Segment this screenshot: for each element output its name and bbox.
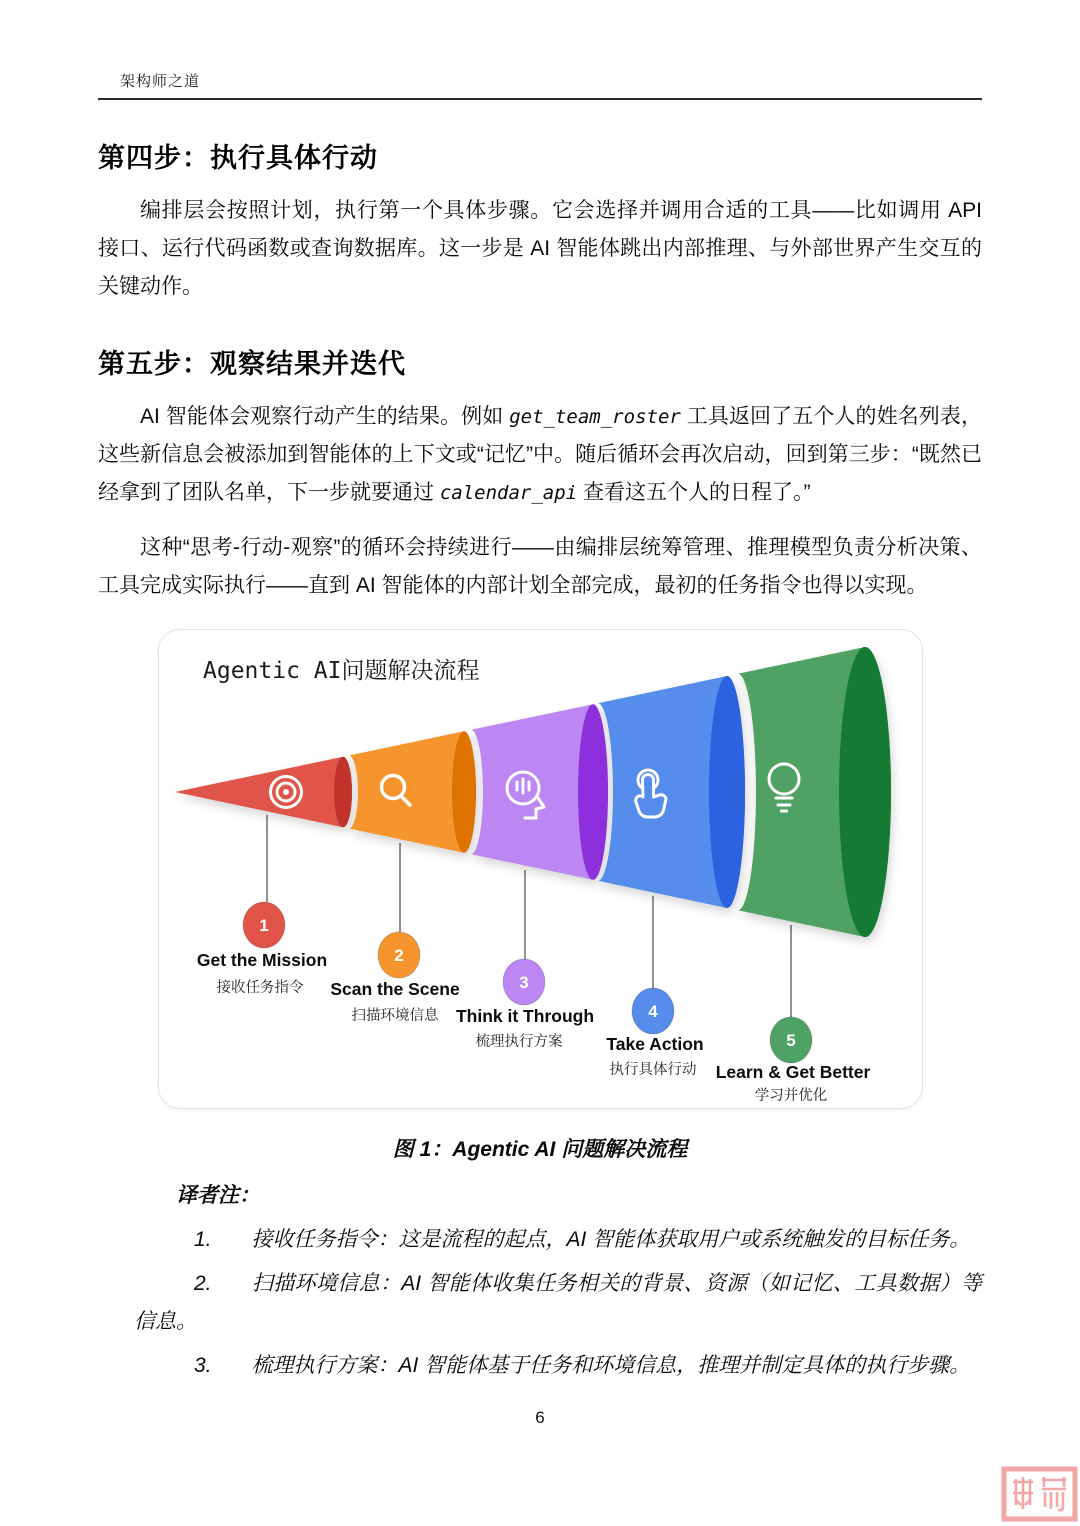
step-label-en: Take Action [605,1034,704,1054]
page-number: 6 [535,1408,545,1427]
figure-title: Agentic AI问题解决流程 [202,658,479,684]
step-label-en: Scan the Scene [329,979,460,999]
step5-heading: 第五步：观察结果并迭代 [98,349,406,379]
segment-5-edge [839,647,891,937]
header-rule [98,98,982,100]
step-label-zh: 梳理执行方案 [475,1034,562,1050]
step-label-zh: 学习并优化 [754,1088,827,1104]
funnel-cone [175,647,891,937]
step-label-en: Think it Through [455,1006,594,1026]
segment-4-edge [709,676,745,908]
step-markers [196,902,870,1104]
note-item [134,1347,982,1385]
header-brand: 架构师之道 [120,73,201,90]
note-item [134,1221,982,1259]
step-label-en: Learn & Get Better [715,1062,870,1082]
step4-paragraph: 编排层会按照计划，执行第一个具体步骤。它会选择并调用合适的工具——比如调用 API 接口、运行代码函数或查询数据库。这一步是 AI 智能体跳出内部推理、与外部世界产生交互的关键动作。 [98,199,982,298]
segment-2-edge [452,731,476,852]
segment-3-edge [578,704,608,880]
step5-paragraph-1: AI 智能体会观察行动产生的结果。例如 get_team_roster 工具返回了五个人的姓名列表，这些新信息会被添加到智能体的上下文或“记忆”中。随后循环会再次启动，回到第三步：“既然已经拿到了团队名单，下一步就要通过 calendar_api 查看这五个人的日程了。” [98,405,982,504]
note-item [134,1265,982,1341]
svg-text:3: 3 [518,973,529,992]
step-label-zh: 接收任务指令 [216,980,303,996]
step-label-en: Get the Mission [196,950,327,970]
seal-glyph-left [1013,1477,1033,1509]
translator-notes [134,1177,982,1385]
funnel-diagram [159,630,922,1108]
page-header [98,70,982,100]
figure-caption: 图 1：Agentic AI 问题解决流程 [392,1138,688,1161]
step4-heading: 第四步：执行具体行动 [98,143,378,173]
svg-text:5: 5 [785,1031,796,1050]
note-number: 1. [194,1228,212,1251]
note-text: 梳理执行方案：AI 智能体基于任务和环境信息，推理并制定具体的执行步骤。 [251,1354,971,1377]
svg-text:4: 4 [647,1002,658,1021]
note-text: 扫描环境信息：AI 智能体收集任务相关的背景、资源（如记忆、工具数据）等信息。 [134,1272,982,1333]
note-text: 接收任务指令：这是流程的起点，AI 智能体获取用户或系统触发的目标任务。 [251,1228,971,1251]
seal-stamp-watermark [1001,1466,1078,1522]
note-number: 3. [194,1354,212,1377]
funnel-figure-card [158,629,923,1109]
step-label-zh: 执行具体行动 [609,1062,696,1078]
seal-glyph-right [1042,1477,1066,1510]
svg-text:1: 1 [258,916,269,935]
translator-notes-label: 译者注： [176,1184,260,1207]
segment-1-edge [334,757,352,828]
segment-1 [175,757,352,828]
note-number: 2. [194,1272,212,1295]
step-label-zh: 扫描环境信息 [351,1008,438,1024]
step5-paragraph-2: 这种“思考-行动-观察”的循环会持续进行——由编排层统筹管理、推理模型负责分析决策、工具完成实际执行——直到 AI 智能体的内部计划全部完成，最初的任务指令也得以实现。 [98,536,982,597]
svg-text:2: 2 [393,946,404,965]
